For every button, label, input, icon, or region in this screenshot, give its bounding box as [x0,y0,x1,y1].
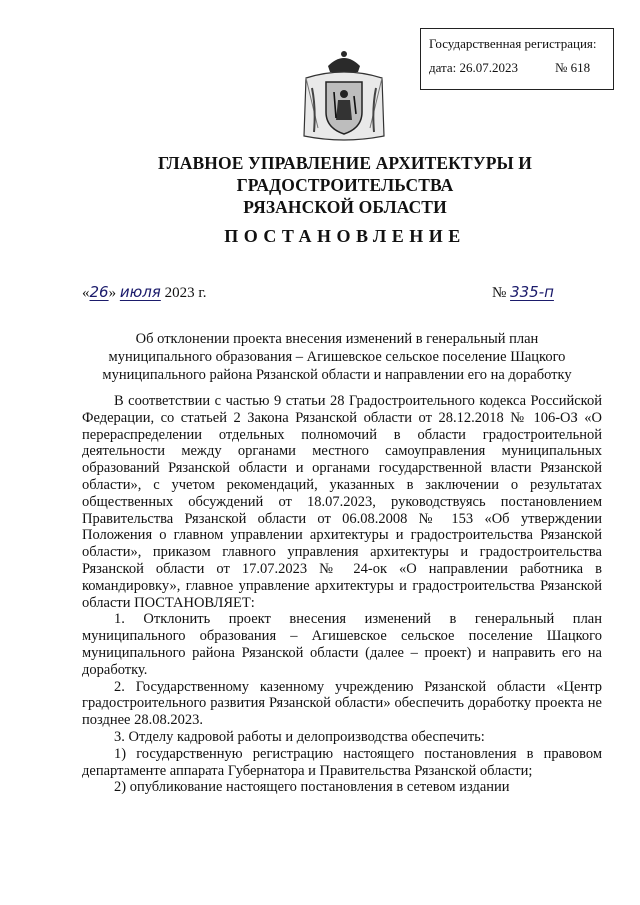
department-line-1: ГЛАВНОЕ УПРАВЛЕНИЕ АРХИТЕКТУРЫ И ГРАДОСТРОИТЕЛЬСТВА [158,153,532,195]
item-3-paragraph: 3. Отделу кадровой работы и делопроизводства обеспечить: [114,728,485,745]
item-2-paragraph: 2. Государственному казенному учреждению Рязанской области «Центр градостроительного развития Рязанской области» обеспечить доработку проекта не позднее 28.08.2023. [82,678,602,729]
date-day: 26 [89,283,109,301]
ryazan-coat-of-arms-icon [298,48,390,146]
department-line-2: РЯЗАНСКОЙ ОБЛАСТИ [243,197,447,217]
item-3-1-paragraph: 1) государственную регистрацию настоящего постановления в правовом департаменте аппарата Губернатора и Правительства Рязанской области; [82,745,602,779]
resolution-subject [82,330,592,384]
registration-number: № 618 [555,60,591,75]
subject-line-2: муниципального образования – Агишевское сельское поселение Шацкого [108,349,566,365]
open-quote: « [82,285,90,301]
preamble-paragraph: В соответствии с частью 9 статьи 28 Градостроительного кодекса Российской Федерации, со статьей 2 Закона Рязанской области от 28.12.2018 № 106-ОЗ «О перераспределении отдельных полномочий в области градостроительной деятельности между органами местного самоуправления муниципальных образований Рязанской области и органами государственной власти Рязанской области», с учетом рекомендаций, указанных в заключении о результатах общественных обсуждений от 18.07.2023, руководствуясь постановлением Правительства Рязанской области от 06.08.2008 № 153 «Об утверждении Положения о главном управлении архитектуры и градостроительства Рязанской области», приказом главного управления архитектуры и градостроительства Рязанской области от 17.07.2023 № 24-ок «О направлении работника в командировку», главное управление архитектуры и градостроительства Рязанской области ПОСТАНОВЛЯЕТ: [82,393,602,611]
item-1-paragraph: 1. Отклонить проект внесения изменений в генеральный план муниципального образования – Агишевское сельское поселение Шацкого муниципального района Рязанской области (далее – проект) и направить его на доработку. [82,611,602,678]
issuing-authority [60,152,630,218]
subject-line-1: Об отклонении проекта внесения изменений в генеральный план [135,331,539,347]
close-quote: » [108,285,117,301]
registration-title: Государственная регистрация: [429,36,597,51]
number-value: 335-п [510,283,554,301]
registration-stamp [420,28,614,90]
resolution-date [82,283,207,302]
subject-line-3: муниципального района Рязанской области и направлении его на доработку [102,367,572,383]
date-month: июля [119,283,161,301]
date-year: 2023 г. [164,285,207,301]
resolution-number [492,283,554,302]
item-3-2-paragraph: 2) опубликование настоящего постановления в сетевом издании [114,779,510,796]
resolution-body [82,393,602,796]
number-prefix: № [492,285,507,301]
registration-date: дата: 26.07.2023 [429,60,519,75]
document-type: ПОСТАНОВЛЕНИЕ [224,226,466,246]
